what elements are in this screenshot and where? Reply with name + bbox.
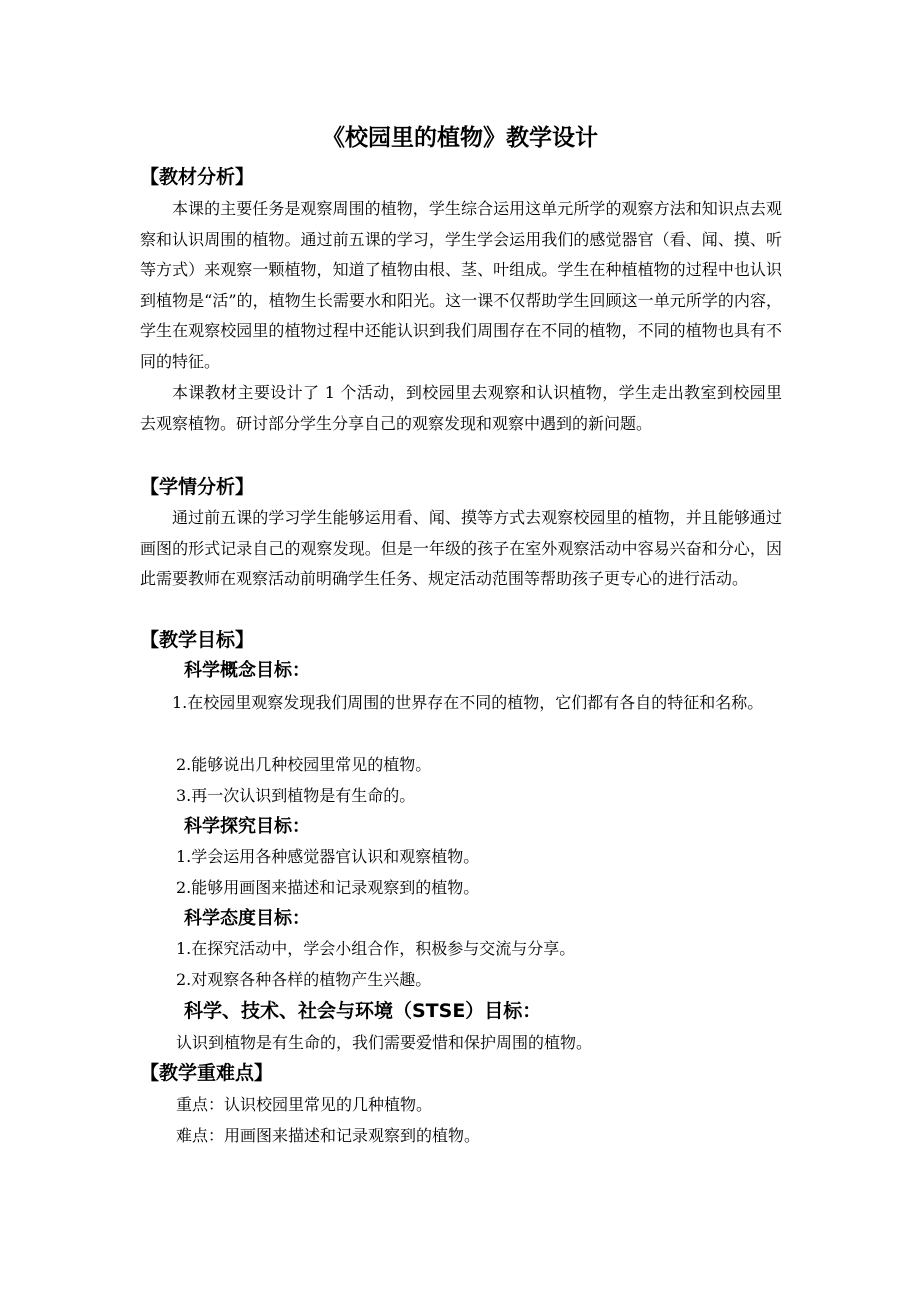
key-point-line: 重点：认识校园里常见的几种植物。 bbox=[176, 1095, 433, 1114]
difficult-point-line: 难点：用画图来描述和记录观察到的植物。 bbox=[176, 1126, 481, 1145]
subheading-attitude-goals: 科学态度目标： bbox=[184, 908, 310, 929]
attitude-goal-item-1: 1.在探究活动中，学会小组合作，积极参与交流与分享。 bbox=[176, 939, 576, 958]
material-analysis-paragraph-1: 本课的主要任务是观察周围的植物，学生综合运用这单元所学的观察方法和知识点去观察和认识周围的植物。通过前五课的学习，学生学会运用我们的感觉器官（看、闻、摸、听等方式）来观察一颗植物，知道了植物由根、茎、叶组成。学生在种植植物的过程中也认识到植物是“活”的，植物生长需要水和阳光。这一课不仅帮助学生回顾这一单元所学的内容，学生在观察校园里的植物过程中还能认识到我们周围存在不同的植物，不同的植物也具有不同的特征。 bbox=[140, 199, 782, 371]
inquiry-goal-item-1: 1.学会运用各种感觉器官认识和观察植物。 bbox=[176, 847, 480, 866]
stse-goal-item-1: 认识到植物是有生命的，我们需要爱惜和保护周围的植物。 bbox=[176, 1033, 593, 1052]
concept-goal-item-2: 2.能够说出几种校园里常见的植物。 bbox=[176, 755, 432, 774]
concept-goal-item-3: 3.再一次认识到植物是有生命的。 bbox=[176, 786, 416, 805]
section-heading-material-analysis: 【教材分析】 bbox=[140, 166, 255, 188]
document-title: 《校园里的植物》教学设计 bbox=[322, 125, 598, 151]
subheading-inquiry-goals: 科学探究目标： bbox=[184, 816, 310, 837]
attitude-goal-item-2: 2.对观察各种各样的植物产生兴趣。 bbox=[176, 970, 432, 989]
inquiry-goal-item-2: 2.能够用画图来描述和记录观察到的植物。 bbox=[176, 878, 480, 897]
concept-goal-item-1: 1.在校园里观察发现我们周围的世界存在不同的植物，它们都有各自的特征和名称。 bbox=[172, 693, 764, 712]
section-heading-learner-analysis: 【学情分析】 bbox=[140, 476, 255, 498]
section-heading-key-difficult-points: 【教学重难点】 bbox=[140, 1062, 274, 1084]
subheading-stse-goals: 科学、技术、社会与环境（STSE）目标： bbox=[184, 1000, 542, 1022]
subheading-concept-goals: 科学概念目标： bbox=[184, 660, 310, 681]
learner-analysis-paragraph: 通过前五课的学习学生能够运用看、闻、摸等方式去观察校园里的植物，并且能够通过画图的形式记录自己的观察发现。但是一年级的孩子在室外观察活动中容易兴奋和分心，因此需要教师在观察活动前明确学生任务、规定活动范围等帮助孩子更专心的进行活动。 bbox=[140, 508, 782, 588]
section-heading-teaching-goals: 【教学目标】 bbox=[140, 629, 255, 651]
material-analysis-paragraph-2: 本课教材主要设计了 1 个活动，到校园里去观察和认识植物，学生走出教室到校园里去观察植物。研讨部分学生分享自己的观察发现和观察中遇到的新问题。 bbox=[140, 383, 782, 433]
